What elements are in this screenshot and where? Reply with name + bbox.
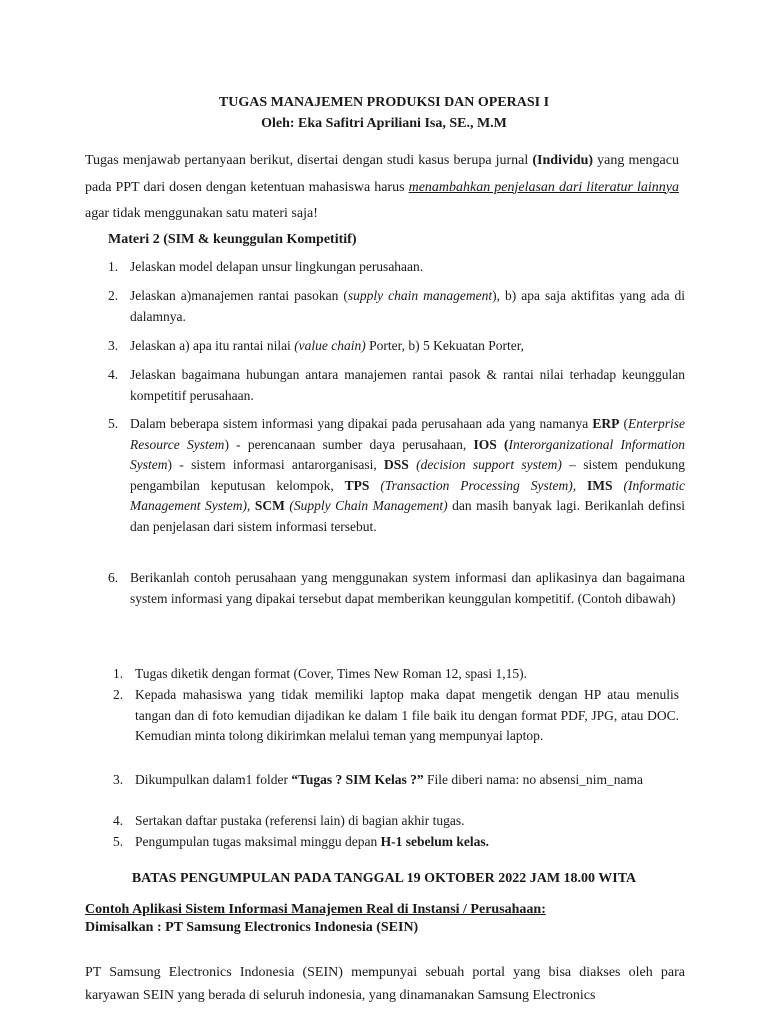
question-text-part: (	[619, 416, 628, 431]
term-erp-full: Enterprise Resource System	[130, 416, 685, 452]
question-text: Berikanlah contoh perusahaan yang menggunakan system informasi dan aplikasinya dan bagaimana system informasi yang dipakai tersebut dapat memberikan keunggulan kompetitif. (Contoh dibawah)	[130, 570, 685, 606]
intro-text-1: Tugas menjawab pertanyaan berikut, disertai dengan studi kasus berupa jurnal	[85, 153, 533, 168]
intro-text-2: yang mengacu pada PPT dari dosen dengan ketentuan mahasiswa harus	[85, 153, 679, 195]
question-italic: (value chain)	[294, 338, 366, 353]
question-text	[130, 286, 685, 327]
question-text-part: Porter, b) 5 Kekuatan Porter,	[365, 338, 525, 353]
example-title: Contoh Aplikasi Sistem Informasi Manajemen Real di Instansi / Perusahaan:	[85, 902, 546, 917]
deadline-notice: BATAS PENGUMPULAN PADA TANGGAL 19 OKTOBER 2022 JAM 18.00 WITA	[131, 871, 637, 886]
question-text-part: Jelaskan a) apa itu rantai nilai	[130, 338, 295, 353]
question-text-part: ) - perencanaan sumber daya perusahaan,	[224, 436, 474, 452]
intro-underlined: menambahkan penjelasan dari literatur lainnya	[408, 179, 680, 195]
question-italic: supply chain management	[347, 288, 493, 303]
rule-item-5	[113, 832, 679, 853]
question-number: 5.	[108, 416, 119, 431]
rule-text	[135, 770, 679, 791]
question-number: 6.	[108, 570, 119, 585]
question-text-part: dan masih banyak lagi. Berikanlah definsi dan penjelasan dari sistem informasi tersebut.	[130, 498, 686, 534]
question-text-part: Jelaskan a)manajemen rantai pasokan (	[130, 288, 348, 303]
question-item-5	[108, 414, 685, 537]
question-text-part: ), b) apa saja aktifitas yang ada di dalamnya.	[130, 288, 685, 324]
rule-number: 2.	[113, 687, 124, 702]
rule-item-3	[113, 770, 679, 791]
rule-item-1	[113, 664, 679, 685]
rule-text: Tugas diketik dengan format (Cover, Times New Roman 12, spasi 1,15).	[135, 666, 527, 681]
rule-text: Sertakan daftar pustaka (referensi lain) di bagian akhir tugas.	[135, 813, 465, 828]
question-text	[130, 414, 685, 537]
document-author: Oleh: Eka Safitri Apriliani Isa, SE., M.M	[261, 116, 507, 131]
question-text: Jelaskan bagaimana hubungan antara manajemen rantai pasok & rantai nilai terhadap keunggulan kompetitif perusahaan.	[130, 367, 685, 403]
question-item-3	[108, 336, 685, 357]
folder-name: “Tugas ? SIM Kelas ?”	[291, 772, 424, 787]
rule-number: 4.	[113, 813, 124, 828]
document-title: TUGAS MANAJEMEN PRODUKSI DAN OPERASI I	[218, 95, 550, 110]
term-tps: TPS	[344, 477, 370, 493]
term-dss: DSS	[384, 457, 409, 472]
rule-number: 5.	[113, 834, 124, 849]
term-scm: SCM	[254, 498, 285, 513]
term-dss-full: (decision support system)	[408, 457, 562, 472]
materi-heading: Materi 2 (SIM & keunggulan Kompetitif)	[108, 232, 357, 247]
rule-number: 3.	[113, 772, 124, 787]
question-text-part: ) - sistem informasi antarorganisasi,	[167, 457, 385, 472]
rule-number: 1.	[113, 666, 124, 681]
intro-paragraph	[85, 148, 679, 228]
question-item-2	[108, 286, 685, 327]
term-ios: IOS (	[473, 436, 509, 452]
question-text: Jelaskan model delapan unsur lingkungan perusahaan.	[130, 259, 424, 274]
question-number: 2.	[108, 288, 119, 303]
rule-text	[135, 832, 679, 853]
question-number: 1.	[108, 259, 119, 274]
question-item-1	[108, 257, 685, 278]
intro-bold: (Individu)	[532, 153, 594, 168]
document-header	[0, 92, 768, 134]
question-item-4	[108, 365, 685, 406]
rule-item-2	[113, 685, 679, 747]
question-text-part: Dalam beberapa sistem informasi yang dipakai pada perusahaan ada yang namanya	[130, 416, 593, 431]
term-ims: IMS	[587, 477, 613, 493]
question-number: 3.	[108, 338, 119, 353]
rule-text: Kepada mahasiswa yang tidak memiliki laptop maka dapat mengetik dengan HP atau menulis tangan dan di foto kemudian dijadikan ke dalam 1 file baik itu dengan format PDF, JPG, atau DOC. Kemudian minta tolong dikirimkan melalui teman yang mempunyai laptop.	[135, 687, 679, 743]
rule-deadline-note: H-1 sebelum kelas.	[380, 834, 489, 849]
question-text-part: – sistem pendukung pengambilan keputusan kelompok,	[130, 457, 685, 493]
term-tps-full: (Transaction Processing System),	[369, 477, 588, 493]
term-scm-full: (Supply Chain Management)	[284, 498, 448, 513]
rule-text-part: Dikumpulkan dalam1 folder	[135, 772, 292, 787]
term-ios-full: Interorganizational Information System	[130, 436, 685, 472]
intro-text-3: agar tidak menggunakan satu materi saja!	[85, 206, 318, 221]
question-item-6	[108, 568, 685, 609]
question-text-part: ,	[246, 498, 255, 513]
question-text	[130, 336, 685, 357]
rule-item-4	[113, 811, 679, 832]
question-number: 4.	[108, 367, 119, 382]
example-body: PT Samsung Electronics Indonesia (SEIN) mempunyai sebuah portal yang bisa diakses oleh para karyawan SEIN yang berada di seluruh indonesia, yang dinamanakan Samsung Electronics	[85, 965, 685, 1003]
term-erp: ERP	[592, 416, 620, 431]
term-ims-full: (Informatic Management System)	[130, 477, 685, 513]
rule-text-part: File diberi nama: no absensi_nim_nama	[423, 772, 643, 787]
rule-text-part: Pengumpulan tugas maksimal minggu depan	[135, 834, 381, 849]
example-subtitle: Dimisalkan : PT Samsung Electronics Indonesia (SEIN)	[85, 920, 419, 935]
